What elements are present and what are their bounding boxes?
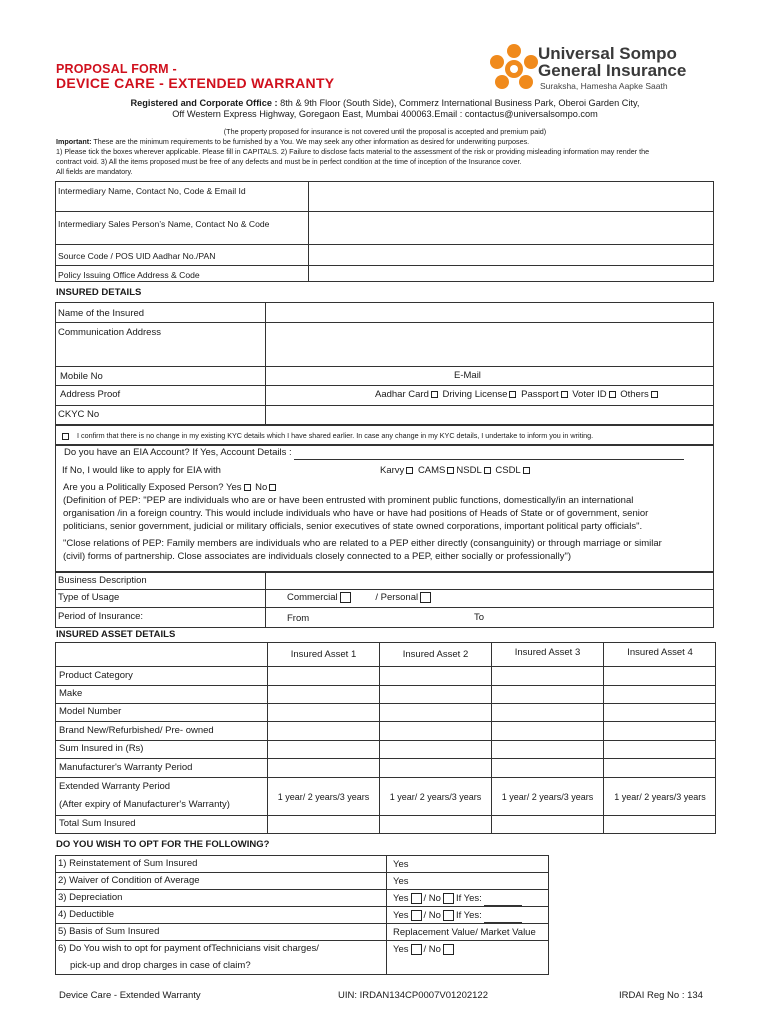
form-title: DEVICE CARE - EXTENDED WARRANTY <box>56 75 335 91</box>
pep-definition-1: (Definition of PEP: "PEP are individuals who are or have been entrusted with prominent public functions, domestically/in an international <box>63 495 634 506</box>
registered-office <box>0 98 770 120</box>
eia-cams: CAMS <box>417 465 446 476</box>
period-from-label: From <box>287 613 310 624</box>
eia-nsdl: NSDL <box>456 465 482 476</box>
checkbox-q4-no[interactable] <box>443 910 454 921</box>
usage-commercial: Commercial <box>287 592 338 604</box>
eia-options <box>380 465 532 477</box>
eia-csdl: CSDL <box>495 465 521 476</box>
checkbox-aadhar[interactable] <box>431 391 438 398</box>
usage-options <box>287 592 433 604</box>
option-q4-yes: Yes <box>393 910 409 922</box>
option-a4 <box>393 910 522 923</box>
address-field[interactable] <box>267 324 712 365</box>
checkbox-q6-no[interactable] <box>443 944 454 955</box>
option-q1: 1) Reinstatement of Sum Insured <box>58 858 198 869</box>
asset-row-manufacturer-warranty: Manufacturer's Warranty Period <box>59 762 193 773</box>
intermediary-sales-label: Intermediary Sales Person’s Name, Contact No & Code <box>58 219 270 229</box>
reg-line2: Off Western Express Highway, Goregaon East, Mumbai 400063.Email : contactus@universalsompo.com <box>172 109 598 119</box>
asset-row-total-sum: Total Sum Insured <box>59 818 136 829</box>
pep-question-text: Are you a Politically Exposed Person? Yes <box>63 482 242 493</box>
checkbox-q4-yes[interactable] <box>411 910 422 921</box>
type-of-usage-label: Type of Usage <box>58 592 120 603</box>
intermediary-name-field[interactable] <box>310 183 712 210</box>
footer-uin: UIN: IRDAN134CP0007V01202122 <box>338 990 488 1001</box>
option-a1: Yes <box>393 859 409 870</box>
business-description-label: Business Description <box>58 575 147 586</box>
checkbox-q3-no[interactable] <box>443 893 454 904</box>
checkbox-voter[interactable] <box>609 391 616 398</box>
checkbox-pep-no[interactable] <box>269 484 276 491</box>
note-line4: All fields are mandatory. <box>56 167 133 176</box>
usage-personal: / Personal <box>375 592 419 604</box>
address-proof-label: Address Proof <box>60 389 121 400</box>
eia-question-text: Do you have an EIA Account? If Yes, Account Details : <box>64 447 292 458</box>
pep-definition-5: (civil) forms of partnership. Close associates are individuals closely connected to a PEP, either socially or professionally") <box>63 551 571 562</box>
source-code-label: Source Code / POS UID Aadhar No./PAN <box>58 251 216 261</box>
checkbox-q6-yes[interactable] <box>411 944 422 955</box>
proof-voter: Voter ID <box>572 389 607 400</box>
asset-row-make: Make <box>59 688 83 699</box>
option-a5: Replacement Value/ Market Value <box>393 927 536 938</box>
option-a2: Yes <box>393 876 409 887</box>
checkbox-q3-yes[interactable] <box>411 893 422 904</box>
option-q3-ifyes: If Yes: <box>455 893 482 905</box>
asset-row-extended-warranty-note: (After expiry of Manufacturer's Warranty) <box>59 799 230 810</box>
logo-name-2: General Insurance <box>538 61 687 80</box>
asset-row-product-category: Product Category <box>59 670 133 681</box>
asset-details-heading: INSURED ASSET DETAILS <box>56 629 176 640</box>
option-q5: 5) Basis of Sum Insured <box>58 926 160 937</box>
business-description-field[interactable] <box>267 574 712 588</box>
insured-details-heading: INSURED DETAILS <box>56 287 142 298</box>
logo-name-1: Universal Sompo <box>538 44 677 63</box>
asset-row-extended-warranty: Extended Warranty Period <box>59 781 171 792</box>
eia-apply-label: If No, I would like to apply for EIA with <box>62 465 221 476</box>
source-code-field[interactable] <box>310 246 712 264</box>
period-to-label: To <box>474 612 485 623</box>
checkbox-driving[interactable] <box>509 391 516 398</box>
asset-col-3: Insured Asset 3 <box>514 647 581 658</box>
checkbox-karvy[interactable] <box>406 467 413 474</box>
option-q6-yes: Yes <box>393 944 409 956</box>
policy-office-field[interactable] <box>310 267 712 281</box>
address-proof-options <box>375 389 660 401</box>
asset-col-4: Insured Asset 4 <box>627 647 693 658</box>
communication-address-label: Communication Address <box>58 327 161 338</box>
company-logo-icon <box>484 42 544 97</box>
form-title-line1: PROPOSAL FORM - <box>56 62 177 76</box>
intermediary-sales-field[interactable] <box>310 213 712 243</box>
option-q4: 4) Deductible <box>58 909 114 920</box>
option-q3-field[interactable] <box>484 893 522 906</box>
footer-product: Device Care - Extended Warranty <box>59 990 201 1001</box>
option-q6-line1: 6) Do You wish to opt for payment ofTechnicians visit charges/ <box>58 943 319 954</box>
note-coverage: (The property proposed for insurance is not covered until the proposal is accepted and premium paid) <box>223 127 547 136</box>
checkbox-cams[interactable] <box>447 467 454 474</box>
note-line1: These are the minimum requirements to be furnished by a You. We may seek any other information as desired for underwriting purposes. <box>93 137 530 146</box>
ext-warranty-asset4[interactable]: 1 year/ 2 years/3 years <box>614 792 706 802</box>
option-q2: 2) Waiver of Condition of Average <box>58 875 200 886</box>
reg-line1: 8th & 9th Floor (South Side), Commerz International Business Park, Oberoi Garden City, <box>280 98 640 108</box>
ckyc-label: CKYC No <box>58 409 100 420</box>
option-q3: 3) Depreciation <box>58 892 123 903</box>
option-q4-no: / No <box>423 910 441 922</box>
checkbox-commercial[interactable] <box>340 592 351 603</box>
option-q6-line2: pick-up and drop charges in case of claim? <box>70 960 251 971</box>
proof-passport: Passport <box>521 389 559 400</box>
mobile-label: Mobile No <box>60 371 103 382</box>
asset-row-sum-insured: Sum Insured in (Rs) <box>59 743 144 754</box>
eia-karvy: Karvy <box>380 465 405 476</box>
kyc-confirm <box>60 431 593 440</box>
checkbox-passport[interactable] <box>561 391 568 398</box>
note-line2: 1) Please tick the boxes wherever applicable. Please fill in CAPITALS. 2) Failure to disclose facts material to the assessment of the risk or providing misleading information may render the <box>56 147 650 156</box>
checkbox-kyc-confirm[interactable] <box>62 433 69 440</box>
note-line3: contract void. 3) All the items proposed must be free of any defects and must be in perfect condition at the time of inception of the Insurance cover. <box>56 157 522 166</box>
reg-label: Registered and Corporate Office : <box>130 98 278 108</box>
asset-row-condition: Brand New/Refurbished/ Pre- owned <box>59 725 214 736</box>
option-q3-yes: Yes <box>393 893 409 905</box>
note-important <box>56 137 529 147</box>
pep-definition-3: politicians, senior government, judicial or military officials, senior executives of state owned corporations, important political party officials". <box>63 521 643 532</box>
intermediary-name-label: Intermediary Name, Contact No, Code & Email Id <box>58 186 246 196</box>
logo-tagline: Suraksha, Hamesha Aapke Saath <box>540 81 668 91</box>
insured-name-label: Name of the Insured <box>58 308 145 319</box>
option-q6-no: / No <box>423 944 441 956</box>
option-q3-no: / No <box>423 893 441 905</box>
proof-driving: Driving License <box>442 389 508 400</box>
asset-col-2: Insured Asset 2 <box>402 649 469 660</box>
checkbox-pep-yes[interactable] <box>244 484 251 491</box>
checkbox-csdl[interactable] <box>523 467 530 474</box>
ext-warranty-asset1[interactable]: 1 year/ 2 years/3 years <box>277 792 370 802</box>
email-label: E-Mail <box>454 370 481 381</box>
insured-name-field[interactable] <box>267 304 712 321</box>
option-a6 <box>393 944 456 956</box>
pep-no-label: No <box>255 482 268 493</box>
period-label: Period of Insurance: <box>58 611 144 622</box>
checkbox-personal[interactable] <box>420 592 431 603</box>
eia-question <box>64 447 684 460</box>
policy-office-label: Policy Issuing Office Address & Code <box>58 270 200 280</box>
ckyc-field[interactable] <box>267 407 712 424</box>
proof-aadhar: Aadhar Card <box>375 389 429 400</box>
important-label: Important: <box>56 137 92 146</box>
pep-definition-2: organisation /in a foreign country. This would include individuals who have or have had positions of Heads of State or of government, senior <box>63 508 649 519</box>
checkbox-others[interactable] <box>651 391 658 398</box>
proof-others: Others <box>620 389 649 400</box>
asset-col-1: Insured Asset 1 <box>290 649 357 660</box>
option-q4-ifyes: If Yes: <box>455 910 482 922</box>
pep-question <box>63 482 278 494</box>
footer-irdai: IRDAI Reg No : 134 <box>619 990 703 1001</box>
option-a3 <box>393 893 522 906</box>
ext-warranty-asset3[interactable]: 1 year/ 2 years/3 years <box>501 792 594 802</box>
checkbox-nsdl[interactable] <box>484 467 491 474</box>
option-q4-field[interactable] <box>484 910 522 923</box>
eia-account-field[interactable] <box>294 447 684 460</box>
ext-warranty-asset2[interactable]: 1 year/ 2 years/3 years <box>389 792 482 802</box>
asset-row-model: Model Number <box>59 706 122 717</box>
pep-definition-4: "Close relations of PEP: Family members are individuals who are related to a PEP either directly (consanguinity) or through marriage or similar <box>63 538 662 549</box>
options-heading: DO YOU WISH TO OPT FOR THE FOLLOWING? <box>56 839 270 850</box>
kyc-confirm-text: I confirm that there is no change in my existing KYC details which I have shared earlier. In case any change in my KYC details, I undertake to inform you in writing. <box>77 431 594 440</box>
